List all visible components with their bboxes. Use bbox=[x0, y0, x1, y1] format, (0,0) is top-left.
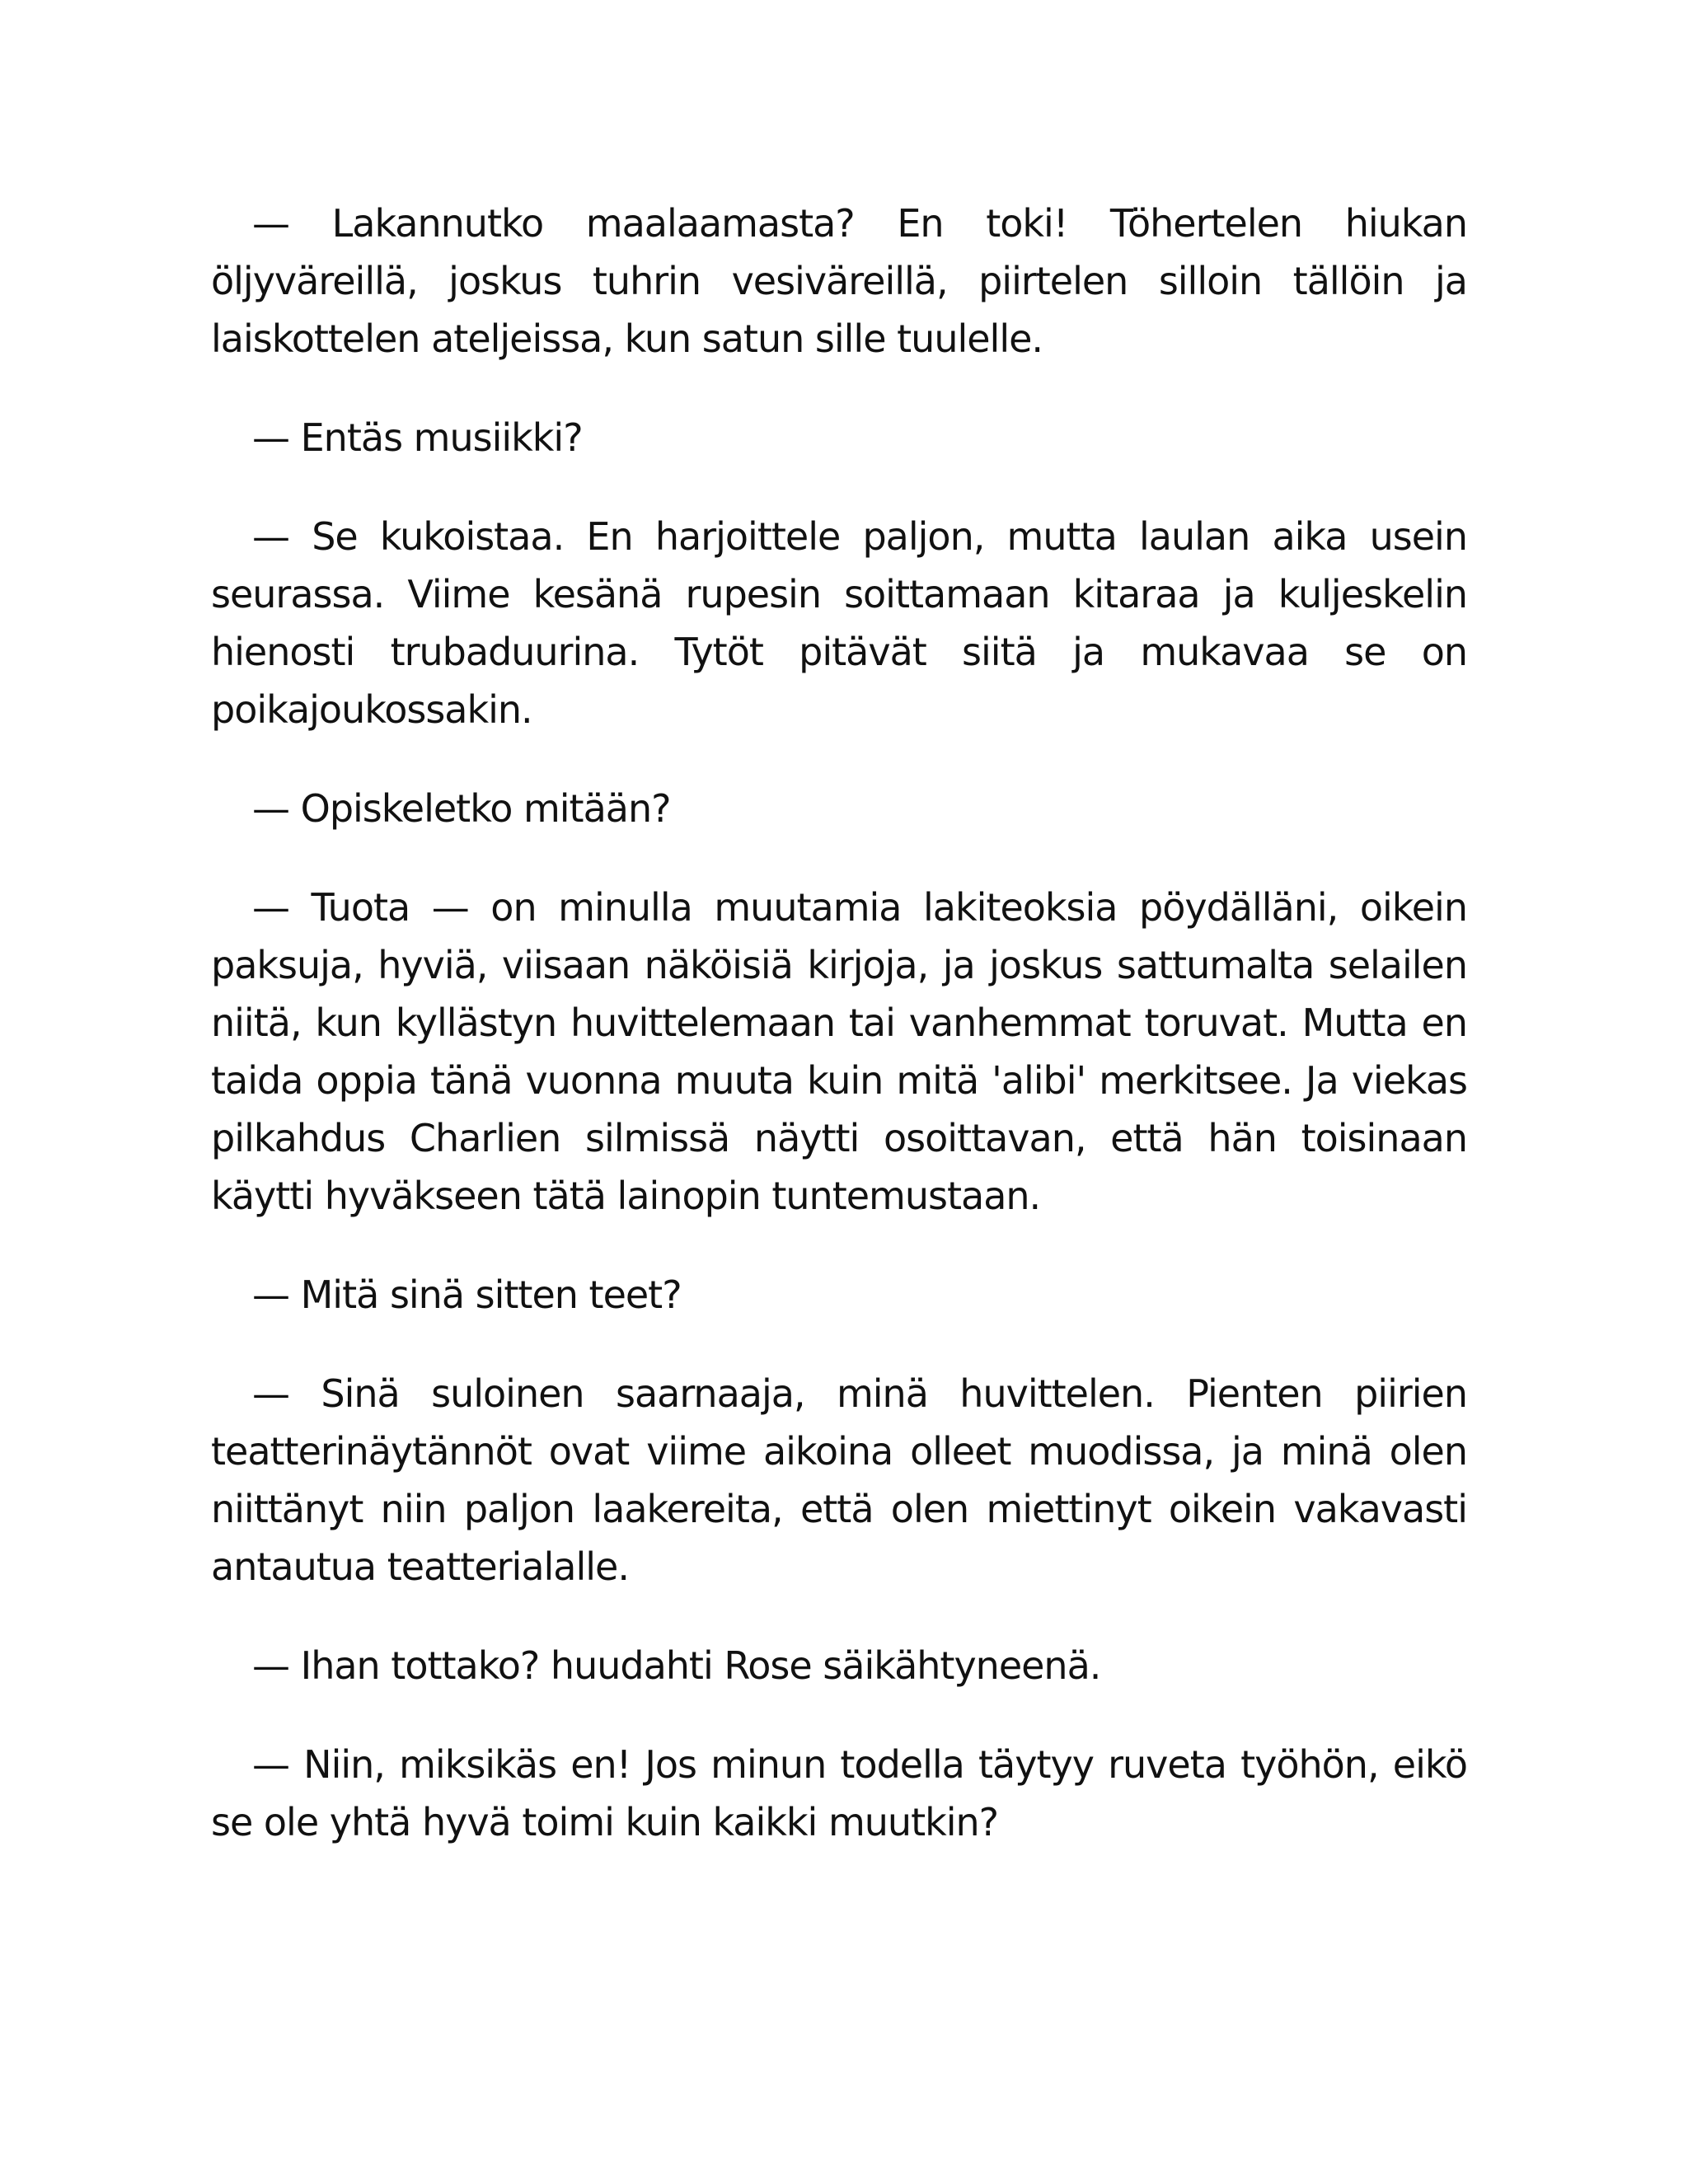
paragraph-2: — Entäs musiikki? bbox=[252, 415, 583, 460]
paragraph-4: — Opiskeletko mitään? bbox=[252, 786, 671, 831]
paragraph-1: — Lakannutko maalaamasta? En toki! Töhertelen hiukan öljyväreillä, joskus tuhrin vesiväreillä, piirtelen silloin tällöin ja laiskottelen ateljeissa, kun satun sille tuulelle. bbox=[211, 201, 1467, 361]
paragraph-7: — Sinä suloinen saarnaaja, minä huvittelen. Pienten piirien teatterinäytännöt ovat viime aikoina olleet muodissa, ja minä olen niittänyt niin paljon laakereita, että olen miettinyt oikein vakavasti antautua teatterialalle. bbox=[211, 1371, 1467, 1589]
paragraph-3: — Se kukoistaa. En harjoittele paljon, mutta laulan aika usein seurassa. Viime kesänä rupesin soittamaan kitaraa ja kuljeskelin hienosti trubaduurina. Tytöt pitävät siitä ja mukavaa se on poikajoukossakin. bbox=[211, 514, 1467, 732]
paragraph-5: — Tuota — on minulla muutamia lakiteoksia pöydälläni, oikein paksuja, hyviä, viisaan näköisiä kirjoja, ja joskus sattumalta selailen niitä, kun kyllästyn huvittelemaan tai vanhemmat toruvat. Mutta en taida oppia tänä vuonna muuta kuin mitä 'alibi' merkitsee. Ja viekas pilkahdus Charlien silmissä näytti osoittavan, että hän toisinaan käytti hyväkseen tätä lainopin tuntemustaan. bbox=[211, 885, 1467, 1218]
paragraph-6: — Mitä sinä sitten teet? bbox=[252, 1272, 682, 1317]
page-body bbox=[211, 194, 1467, 1851]
paragraph-8: — Ihan tottako? huudahti Rose säikähtyneenä. bbox=[252, 1643, 1101, 1688]
paragraph-9: — Niin, miksikäs en! Jos minun todella täytyy ruveta työhön, eikö se ole yhtä hyvä toimi kuin kaikki muutkin? bbox=[211, 1742, 1467, 1844]
